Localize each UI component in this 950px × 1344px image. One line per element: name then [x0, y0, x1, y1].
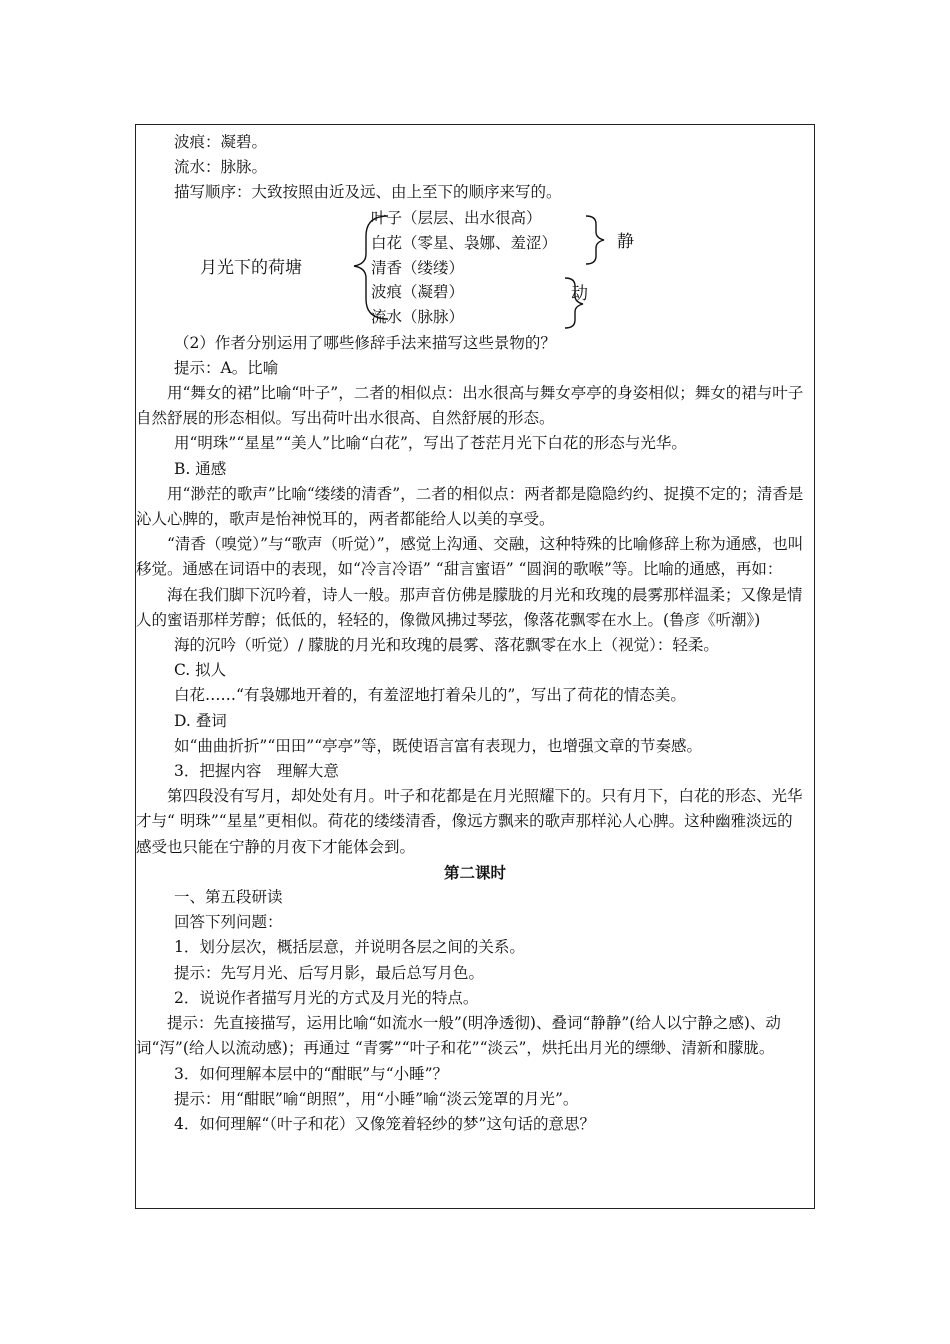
- diagram-item: 波痕（凝碧）: [371, 282, 465, 301]
- text-line: 描写顺序：大致按照由近及远、由上至下的顺序来写的。: [174, 183, 562, 202]
- diagram-item: 清香（缕缕）: [371, 258, 465, 277]
- text-line: 提示：先写月光、后写月影，最后总写月色。: [174, 963, 485, 982]
- text-line: 提示：用“酣眠”喻“朗照”，用“小睡”喻“淡云笼罩的月光”。: [174, 1089, 579, 1108]
- text-line: 回答下列问题：: [174, 913, 283, 932]
- text-line: 3．如何理解本层中的“酣眠”与“小睡”？: [174, 1064, 449, 1083]
- lotus-pond-diagram: [174, 206, 806, 331]
- diagram-item: 叶子（层层、出水很高）: [371, 208, 542, 227]
- diagram-main-label: 月光下的荷塘: [200, 257, 302, 278]
- diagram-static-label: 静: [617, 231, 634, 252]
- diagram-item: 白花（零星、袅娜、羞涩）: [371, 233, 558, 252]
- text-line: 第四段没有写月，却处处有月。叶子和花都是在月光照耀下的。只有月下，白花的形态、光华才与“ 明珠”“星星”更相似。荷花的缕缕清香，像远方飘来的歌声那样沁人心脾。这种幽雅淡远的感受也只能在宁静的月夜下才能体会到。: [136, 787, 803, 856]
- lesson-body: [136, 130, 814, 1137]
- text-line: 提示：A。比喻: [174, 358, 279, 377]
- diagram-item: 流水（脉脉）: [371, 307, 465, 326]
- text-line: 海在我们脚下沉吟着，诗人一般。那声音仿佛是朦胧的月光和玫瑰的晨雾那样温柔；又像是情人的蜜语那样芳醇；低低的，轻轻的，像微风拂过琴弦，像落花飘零在水上。(鲁彦《听潮》): [136, 585, 803, 629]
- rhetoric-section: [136, 331, 806, 860]
- text-line: 2．说说作者描写月光的方式及月光的特点。: [174, 988, 479, 1007]
- text-line: B. 通感: [174, 459, 227, 478]
- text-line: （2）作者分别运用了哪些修辞手法来描写这些景物的？: [174, 333, 556, 352]
- text-line: 用“渺茫的歌声”比喻“缕缕的清香”，二者的相似点：两者都是隐隐约约、捉摸不定的；清香是沁人心脾的，歌声是怡神悦耳的，两者都能给人以美的享受。: [136, 484, 804, 529]
- diagram-dynamic-label: 动: [571, 283, 588, 304]
- text-line: 海的沉吟（听觉）/ 朦胧的月光和玫瑰的晨雾、落花飘零在水上（视觉）：轻柔。: [174, 636, 719, 655]
- text-line: “清香（嗅觉）”与“歌声（听觉）”，感觉上沟通、交融，这种特殊的比喻修辞上称为通感，也叫移觉。通感在词语中的表现，如“冷言冷语” “甜言蜜语” “圆润的歌喉”等。比喻的通感，再如：: [136, 535, 804, 579]
- text-line: 用“舞女的裙”比喻“叶子”，二者的相似点：出水很高与舞女亭亭的身姿相似；舞女的裙与叶子自然舒展的形态相似。写出荷叶出水很高、自然舒展的形态。: [136, 384, 804, 428]
- fifth-paragraph-section: [136, 885, 806, 1137]
- text-line: 如“曲曲折折”“田田”“亭亭”等，既使语言富有表现力，也增强文章的节奏感。: [174, 736, 703, 755]
- section-heading: 第二课时: [443, 862, 506, 882]
- lesson-table-cell: [135, 124, 815, 1209]
- text-line: 一、第五段研读: [174, 888, 283, 907]
- text-line: 1．划分层次，概括层意，并说明各层之间的关系。: [174, 938, 525, 957]
- text-line: 白花……“有袅娜地开着的，有羞涩地打着朵儿的”，写出了荷花的情态美。: [174, 686, 686, 705]
- text-line: D. 叠词: [174, 711, 227, 730]
- text-line: 流水：脉脉。: [174, 158, 268, 177]
- text-line: 提示：先直接描写，运用比喻“如流水一般”(明净透彻)、叠词“静静”(给人以宁静之感)、动词“泻”(给人以流动感)；再通过 “青雾”“叶子和花”“淡云”，烘托出月光的缥缈、清新和朦胧。: [136, 1014, 781, 1058]
- text-line: 3．把握内容 理解大意: [174, 762, 339, 781]
- text-line: 4．如何理解“（叶子和花）又像笼着轻纱的梦”这句话的意思？: [174, 1114, 595, 1133]
- text-line: C. 拟人: [174, 661, 227, 680]
- text-line: 波痕：凝碧。: [174, 133, 268, 151]
- text-line: 用“明珠”“星星”“美人”比喻“白花”，写出了苍茫月光下白花的形态与光华。: [174, 434, 687, 453]
